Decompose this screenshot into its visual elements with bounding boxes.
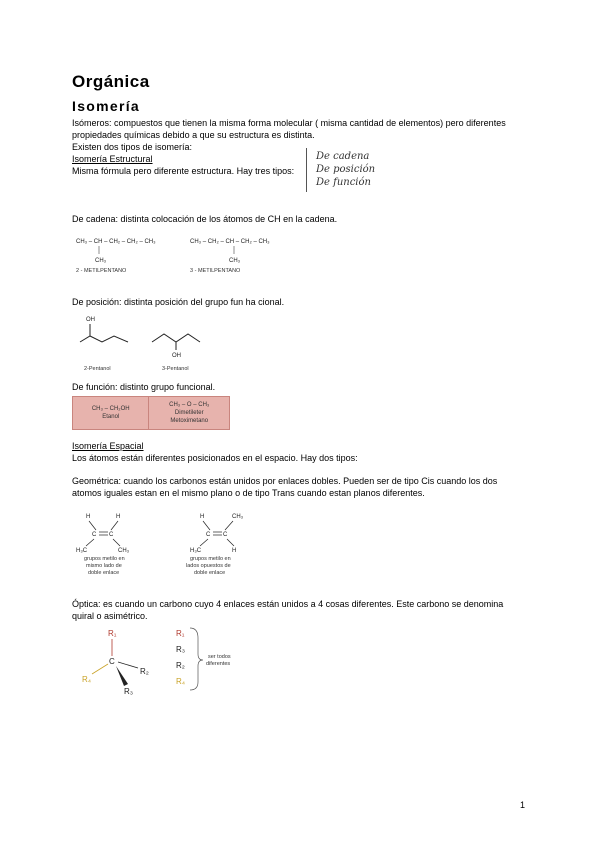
espacial-heading: Isomería Espacial (72, 441, 144, 451)
list-r4: R₄ (176, 677, 186, 686)
intro-line-2: propiedades químicas debido a que su estructura es distinta. (72, 130, 315, 140)
types-brace (306, 148, 309, 192)
mol2-name: 3 - METILPENTANO (190, 268, 241, 274)
eter-name-2: Metoximetano (170, 418, 209, 424)
optica-figure (72, 624, 292, 704)
trans-c-right: C (223, 532, 228, 538)
mol1-name: 2 - METILPENTANO (76, 268, 127, 274)
eter-formula: CH₃ – O – CH₃ (169, 402, 210, 408)
opt-r1: R₁ (108, 629, 117, 638)
page-number: 1 (520, 800, 526, 810)
trans-cap-3: doble enlace (194, 570, 226, 576)
estructural-desc: Misma fórmula pero diferente estructura. Hay tres tipos: (72, 166, 295, 176)
eter-name-1: Dimetileter (174, 410, 204, 416)
optica-line-1: Óptica: es cuando un carbono cuyo 4 enlaces están unidos a 4 cosas diferentes. Este carbono se denomina (72, 599, 504, 609)
trans-h3c: H₃C (190, 548, 202, 554)
trans-h-left: H (200, 514, 205, 520)
cadena-molecules (72, 232, 312, 280)
posicion-text: De posición: distinta posición del grupo fun ha cional. (72, 297, 285, 307)
etanol-formula: CH₃ – CH₂OH (91, 406, 130, 412)
eter-cell (149, 397, 230, 430)
espacial-desc: Los átomos están diferentes posicionados en el espacio. Hay dos tipos: (72, 453, 358, 463)
list-brace (190, 628, 203, 690)
mol2-chain: CH₃ – CH₂ – CH – CH₂ – CH₃ (190, 239, 270, 245)
cis-c-right: C (109, 532, 114, 538)
trans-h-bottom: H (232, 548, 237, 554)
mol1-branch: CH₃ (95, 258, 107, 264)
cis-h-right: H (116, 514, 121, 520)
list-r3: R₃ (176, 645, 186, 654)
geometrica-line-1: Geométrica: cuando los carbonos están unidos por enlaces dobles. Pueden ser de tipo Cis cuando los dos (72, 476, 498, 486)
cis-cap-2: mismo lado de (86, 563, 122, 569)
intro-line-1: Isómeros: compuestos que tienen la misma forma molecular ( misma cantidad de elementos) pero diferentes (72, 118, 506, 128)
cis-c-left: C (92, 532, 97, 538)
geometrica-line-2: atomos iguales estan en el mismo plano o de tipo Trans cuando estan planos diferentes. (72, 488, 425, 498)
cis-cap-3: doble enlace (88, 570, 120, 576)
funcion-table (72, 396, 230, 430)
page-title: Orgánica (72, 72, 150, 91)
intro-line-3: Existen dos tipos de isomería: (72, 142, 193, 152)
optica-line-2: quiral o asimétrico. (72, 611, 148, 621)
estructural-heading: Isomería Estructural (72, 154, 153, 164)
etanol-name: Etanol (102, 414, 120, 420)
cis-h3c: H₃C (76, 548, 88, 554)
opt-r2: R₂ (140, 667, 149, 676)
cis-h-left: H (86, 514, 91, 520)
pentanol3-oh: OH (172, 353, 181, 359)
type-cadena: De cadena (316, 151, 370, 162)
etanol-cell (73, 397, 149, 430)
pentanol3-name: 3-Pentanol (162, 366, 189, 372)
opt-r4: R₄ (82, 675, 92, 684)
cadena-text: De cadena: distinta colocación de los átomos de CH en la cadena. (72, 214, 338, 224)
trans-cap-1: grupos metilo en (190, 556, 231, 562)
section-title: Isomería (72, 98, 140, 114)
trans-c-left: C (206, 532, 211, 538)
pentanol2-oh: OH (86, 317, 95, 323)
pentanol2-name: 2-Pentanol (84, 366, 111, 372)
list-r2: R₂ (176, 661, 185, 670)
opt-center-c: C (109, 657, 115, 666)
brace-note-2: diferentes (206, 661, 231, 667)
posicion-molecules (72, 312, 272, 374)
list-r1: R₁ (176, 629, 185, 638)
type-funcion: De función (316, 177, 371, 188)
brace-note-1: ser todos (208, 654, 231, 660)
trans-ch3-top: CH₃ (232, 514, 244, 520)
funcion-text: De función: distinto grupo funcional. (72, 382, 216, 392)
cis-ch3: CH₃ (118, 548, 130, 554)
opt-r3: R₃ (124, 687, 134, 696)
trans-cap-2: lados opuestos de (186, 563, 231, 569)
mol1-chain: CH₃ – CH – CH₂ – CH₂ – CH₃ (76, 239, 156, 245)
cis-cap-1: grupos metilo en (84, 556, 125, 562)
geometrica-molecules (72, 508, 272, 580)
type-posicion: De posición (316, 164, 376, 175)
mol2-branch: CH₃ (229, 258, 241, 264)
